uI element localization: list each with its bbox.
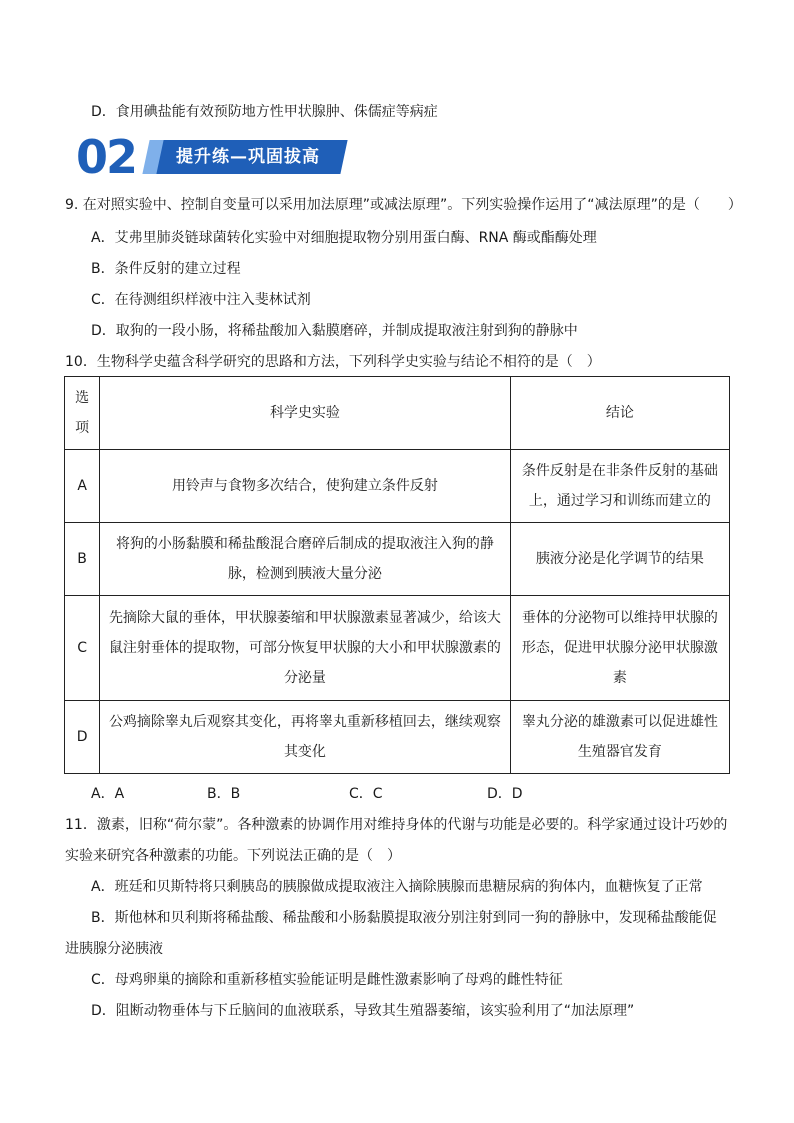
row-option: C [65, 596, 100, 701]
q10-answer-c: C．C [349, 786, 383, 802]
q11-option-a: A．班廷和贝斯特将只剩胰岛的胰腺做成提取液注入摘除胰腺而患糖尿病的狗体内，血糖恢复了正常 [91, 879, 703, 895]
table-row [65, 450, 730, 523]
q9-option-c: C．在待测组织样液中注入斐林试剂 [91, 292, 311, 308]
q9-option-b: B．条件反射的建立过程 [91, 261, 241, 277]
row-option: A [65, 450, 100, 523]
q10-stem: 10．生物科学史蕴含科学研究的思路和方法，下列科学史实验与结论不相符的是（ ） [65, 354, 601, 370]
row-experiment: 用铃声与食物多次结合，使狗建立条件反射 [100, 450, 510, 523]
row-option: D [65, 701, 100, 774]
section-banner [76, 130, 344, 184]
q11-stem-line2: 实验来研究各种激素的功能。下列说法正确的是（ ） [65, 848, 401, 864]
table-row [65, 596, 730, 701]
q10-answer-b: B．B [207, 786, 241, 802]
q10-answer-d: D．D [487, 786, 523, 802]
row-conclusion: 条件反射是在非条件反射的基础上，通过学习和训练而建立的 [510, 450, 729, 523]
row-conclusion: 垂体的分泌物可以维持甲状腺的形态，促进甲状腺分泌甲状腺激素 [510, 596, 729, 701]
row-experiment: 将狗的小肠黏膜和稀盐酸混合磨碎后制成的提取液注入狗的静脉，检测到胰液大量分泌 [100, 523, 510, 596]
row-conclusion: 胰液分泌是化学调节的结果 [510, 523, 729, 596]
header-option: 选项 [65, 377, 100, 450]
q8-option-d: D．食用碘盐能有效预防地方性甲状腺肿、侏儒症等病症 [91, 104, 438, 120]
q11-option-b-line1: B．斯他林和贝利斯将稀盐酸、稀盐酸和小肠黏膜提取液分别注射到同一狗的静脉中，发现稀盐酸能促 [91, 910, 717, 926]
table-header-row [65, 377, 730, 450]
q11-stem-line1: 11．激素，旧称“荷尔蒙”。各种激素的协调作用对维持身体的代谢与功能是必要的。科学家通过设计巧妙的 [65, 817, 728, 833]
table-row [65, 523, 730, 596]
table-row [65, 701, 730, 774]
q10-answer-a: A．A [91, 786, 125, 802]
row-experiment: 公鸡摘除睾丸后观察其变化，再将睾丸重新移植回去，继续观察其变化 [100, 701, 510, 774]
q11-option-b-line2: 进胰腺分泌胰液 [65, 941, 163, 957]
q9-stem: 9. 在对照实验中、控制自变量可以采用加法原理”或减法原理”。下列实验操作运用了“减法原理”的是（ ） [65, 197, 742, 213]
q9-option-d: D．取狗的一段小肠，将稀盐酸加入黏膜磨碎，并制成提取液注射到狗的静脉中 [91, 323, 578, 339]
q9-option-a: A．艾弗里肺炎链球菌转化实验中对细胞提取物分别用蛋白酶、RNA 酶或酯酶处理 [91, 230, 597, 246]
header-conclusion: 结论 [510, 377, 729, 450]
q11-option-d: D．阻断动物垂体与下丘脑间的血液联系，导致其生殖器萎缩，该实验利用了“加法原理” [91, 1003, 635, 1019]
section-title: 提升练—巩固拔高 [176, 147, 320, 167]
section-number: 02 [76, 130, 137, 184]
row-option: B [65, 523, 100, 596]
header-experiment: 科学史实验 [100, 377, 510, 450]
q11-option-c: C．母鸡卵巢的摘除和重新移植实验能证明是雌性激素影响了母鸡的雌性特征 [91, 972, 563, 988]
row-experiment: 先摘除大鼠的垂体，甲状腺萎缩和甲状腺激素显著减少，给该大鼠注射垂体的提取物，可部分恢复甲状腺的大小和甲状腺激素的分泌量 [100, 596, 510, 701]
row-conclusion: 睾丸分泌的雄激素可以促进雄性生殖器官发育 [510, 701, 729, 774]
q10-table [64, 376, 730, 774]
